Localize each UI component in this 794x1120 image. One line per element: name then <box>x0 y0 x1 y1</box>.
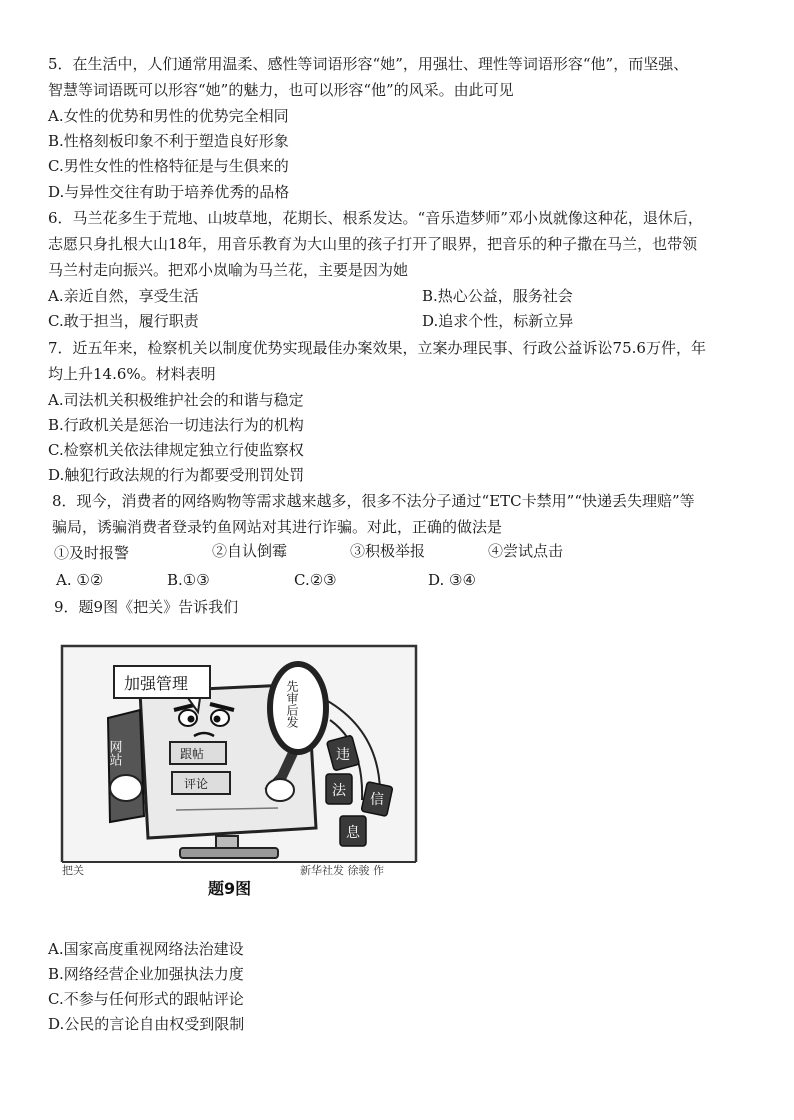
q5-option-a: A.女性的优势和男性的优势完全相同 <box>48 107 289 125</box>
q6-stem-line3: 马兰村走向振兴。把邓小岚喻为马兰花，主要是因为她 <box>48 261 409 279</box>
q9-option-d: D.公民的言论自由权受到限制 <box>48 1015 245 1033</box>
q7-option-d: D.触犯行政法规的行为都要受刑罚处罚 <box>48 466 305 484</box>
q5-option-b: B.性格刻板印象不利于塑造良好形象 <box>48 132 289 150</box>
bubble1-text: 违 <box>336 747 350 763</box>
card1-text: 跟帖 <box>180 747 205 761</box>
q8-option-c: C.②③ <box>294 571 337 589</box>
q7-stem-line1: 7．近五年来，检察机关以制度优势实现最佳办案效果，立案办理民事、行政公益诉讼75.6万件，年 <box>48 339 706 357</box>
magnifier-text: 先审后发 <box>285 680 299 728</box>
bubble2-text: 法 <box>332 783 346 799</box>
q6-stem-line1: 6．马兰花多生于荒地、山坡草地，花期长、根系发达。“音乐造梦师”邓小岚就像这种花，退休后， <box>48 209 703 227</box>
q8-stem-line1: 8．现今，消费者的网络购物等需求越来越多，很多不法分子通过“ETC卡禁用”“快递丢失理赔”等 <box>52 492 695 510</box>
q6-option-c: C.敢于担当，履行职责 <box>48 312 199 330</box>
speech-text: 加强管理 <box>124 674 189 693</box>
q8-option-d: D. ③④ <box>428 571 476 589</box>
q8-statement-3: ③积极举报 <box>350 542 426 560</box>
side-banner <box>108 710 144 822</box>
bubble3-text: 信 <box>370 792 384 808</box>
corner-left-text: 把关 <box>62 864 84 877</box>
q5-option-c: C.男性女性的性格特征是与生俱来的 <box>48 157 289 175</box>
q8-statement-1: ①及时报警 <box>54 544 130 562</box>
q6-option-b: B.热心公益，服务社会 <box>422 287 573 305</box>
q8-option-b: B.①③ <box>167 571 210 589</box>
figure-caption: 题9图 <box>208 879 252 898</box>
q9-option-b: B.网络经营企业加强执法力度 <box>48 965 244 983</box>
q6-option-a: A.亲近自然，享受生活 <box>48 287 199 305</box>
q8-option-a: A. ①② <box>56 571 104 589</box>
q9-stem: 9．题9图《把关》告诉我们 <box>54 598 239 616</box>
q7-option-b: B.行政机关是惩治一切违法行为的机构 <box>48 416 304 434</box>
side-text: 网站 <box>106 740 122 766</box>
q8-statement-4: ④尝试点击 <box>488 542 564 560</box>
corner-right-text: 新华社发 徐骏 作 <box>300 864 384 877</box>
q5-stem-line2: 智慧等词语既可以形容“她”的魅力，也可以形容“他”的风采。由此可见 <box>48 81 514 99</box>
q8-statement-2: ②自认倒霉 <box>212 542 288 560</box>
bubble4-text: 息 <box>346 825 360 841</box>
q7-option-c: C.检察机关依法律规定独立行使监察权 <box>48 441 304 459</box>
q6-stem-line2: 志愿只身扎根大山18年，用音乐教育为大山里的孩子打开了眼界，把音乐的种子撒在马兰，也带领 <box>48 235 698 253</box>
q7-stem-line2: 均上升14.6%。材料表明 <box>48 365 216 383</box>
q8-stem-line2: 骗局，诱骗消费者登录钓鱼网站对其进行诈骗。对此，正确的做法是 <box>52 518 503 536</box>
q9-option-a: A.国家高度重视网络法治建设 <box>48 940 244 958</box>
q6-option-d: D.追求个性，标新立异 <box>422 312 574 330</box>
q5-stem-line1: 5．在生活中，人们通常用温柔、感性等词语形容“她”，用强壮、理性等词语形容“他”，而坚强、 <box>48 55 689 73</box>
q9-option-c: C.不参与任何形式的跟帖评论 <box>48 990 244 1008</box>
q7-option-a: A.司法机关积极维护社会的和谐与稳定 <box>48 391 304 409</box>
cartoon-figure <box>48 640 426 898</box>
q5-option-d: D.与异性交往有助于培养优秀的品格 <box>48 183 290 201</box>
monitor-base <box>180 848 278 858</box>
card2-text: 评论 <box>184 777 209 791</box>
